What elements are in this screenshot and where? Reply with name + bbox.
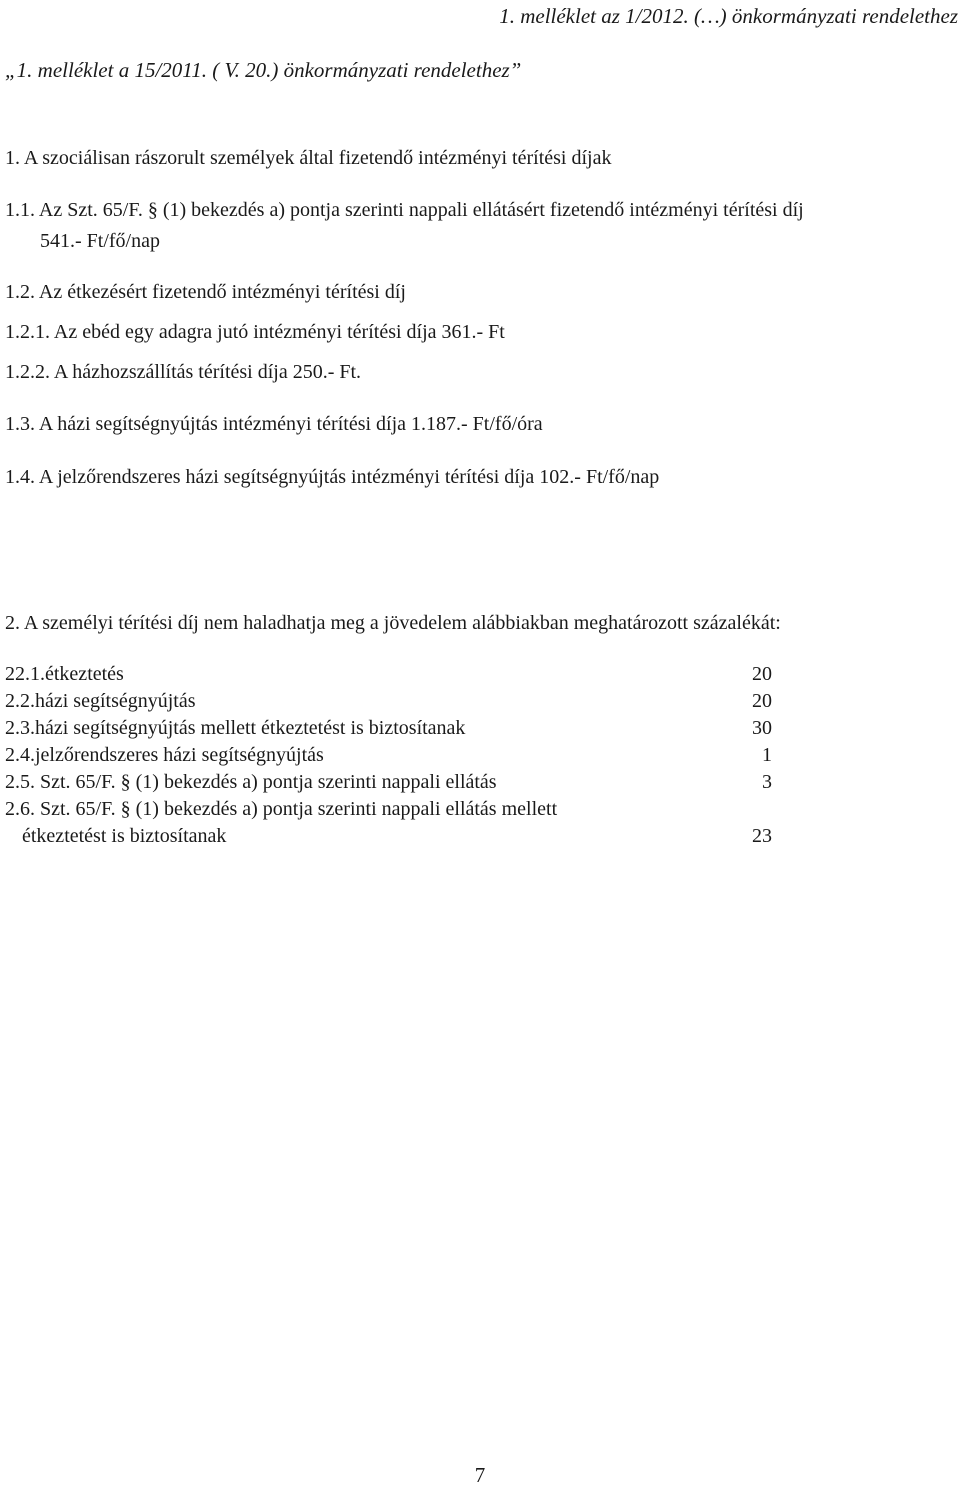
row-label: 2.2.házi segítségnyújtás	[5, 690, 196, 712]
row-value: 20	[752, 663, 772, 685]
annex-reference-2012: 1. melléklet az 1/2012. (…) önkormányzati rendelethez	[499, 4, 958, 28]
row-value: 30	[752, 717, 772, 739]
row-label: 22.1.étkeztetés	[5, 663, 124, 685]
row-value: 3	[762, 771, 772, 793]
item-1-1-line-2: 541.- Ft/fő/nap	[40, 230, 160, 252]
item-1-4: 1.4. A jelzőrendszeres házi segítségnyújtás intézményi térítési díja 102.- Ft/fő/nap	[5, 466, 660, 488]
percentage-row	[0, 663, 960, 685]
annex-reference-2011: „1. melléklet a 15/2011. ( V. 20.) önkormányzati rendelethez”	[5, 58, 522, 82]
item-1-2-1: 1.2.1. Az ebéd egy adagra jutó intézményi térítési díja 361.- Ft	[5, 321, 505, 343]
percentage-row	[0, 771, 960, 793]
item-1-2-2: 1.2.2. A házhozszállítás térítési díja 250.- Ft.	[5, 361, 362, 383]
percentage-row	[0, 690, 960, 712]
percentage-row	[0, 717, 960, 739]
row-label: 2.3.házi segítségnyújtás mellett étkeztetést is biztosítanak	[5, 717, 466, 739]
row-label: étkeztetést is biztosítanak	[22, 825, 227, 847]
section-1-title: 1. A szociálisan rászorult személyek által fizetendő intézményi térítési díjak	[5, 147, 612, 169]
percentage-row	[0, 825, 960, 847]
row-label: 2.5. Szt. 65/F. § (1) bekezdés a) pontja szerinti nappali ellátás	[5, 771, 497, 793]
percentage-row	[0, 798, 960, 820]
section-2-title: 2. A személyi térítési díj nem haladhatja meg a jövedelem alábbiakban meghatározott százalékát:	[5, 612, 781, 634]
row-value: 1	[762, 744, 772, 766]
row-label: 2.6. Szt. 65/F. § (1) bekezdés a) pontja szerinti nappali ellátás mellett	[5, 798, 558, 820]
item-1-1-line-1: 1.1. Az Szt. 65/F. § (1) bekezdés a) pontja szerinti nappali ellátásért fizetendő intézményi térítési díj	[5, 199, 804, 221]
row-label: 2.4.jelzőrendszeres házi segítségnyújtás	[5, 744, 324, 766]
item-1-2: 1.2. Az étkezésért fizetendő intézményi térítési díj	[5, 281, 406, 303]
percentage-row	[0, 744, 960, 766]
row-value: 20	[752, 690, 772, 712]
row-value: 23	[752, 825, 772, 847]
page-number: 7	[474, 1463, 486, 1487]
item-1-3: 1.3. A házi segítségnyújtás intézményi térítési díja 1.187.- Ft/fő/óra	[5, 413, 543, 435]
